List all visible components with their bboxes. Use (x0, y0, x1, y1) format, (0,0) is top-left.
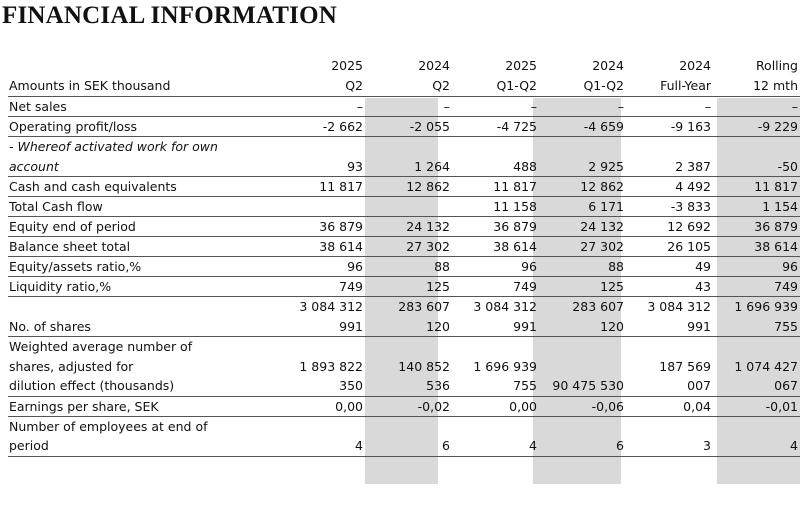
cell-value: 4 (452, 416, 539, 456)
cell-value (539, 337, 626, 397)
row-label: No. of shares (8, 297, 278, 337)
row-label-line: Weighted average number of (9, 339, 193, 354)
cell-value (365, 297, 452, 337)
row-label-line: account (9, 158, 59, 174)
cell-value: 38 614 (278, 237, 365, 257)
table-row (8, 97, 800, 117)
row-label-line: Number of employees at end of (9, 418, 208, 434)
cell-value (278, 297, 365, 337)
cell-value: 96 (278, 257, 365, 277)
cell-value: 24 132 (539, 217, 626, 237)
cell-value (452, 297, 539, 337)
cell-value: 88 (539, 257, 626, 277)
cell-value-line: 90 475 530 (552, 378, 624, 393)
table-row (8, 257, 800, 277)
cell-value: -2 662 (278, 117, 365, 137)
cell-value-line: 3 084 312 (299, 299, 363, 314)
row-label: Equity end of period (8, 217, 278, 237)
cell-value-line: 1 696 939 (473, 358, 537, 374)
table-row (8, 337, 800, 397)
header-row-periods (8, 76, 800, 97)
cell-value-line: 1 696 939 (734, 299, 798, 314)
cell-value: 93 (278, 137, 365, 177)
period-header: Q2 (278, 76, 365, 97)
cell-value: 6 171 (539, 197, 626, 217)
cell-value-line: 991 (687, 318, 711, 334)
cell-value: 11 158 (452, 197, 539, 217)
cell-value: -0,02 (365, 396, 452, 416)
cell-value: 27 302 (365, 237, 452, 257)
cell-value: -4 659 (539, 117, 626, 137)
cell-value: 12 862 (365, 177, 452, 197)
cell-value: 24 132 (365, 217, 452, 237)
cell-value-line: 007 (687, 378, 711, 393)
cell-value-line: 140 852 (398, 358, 450, 374)
cell-value: 36 879 (278, 217, 365, 237)
row-label-line: shares, adjusted for (9, 358, 134, 374)
period-header: Q2 (365, 76, 452, 97)
row-label-line: period (9, 438, 49, 453)
period-header: 12 mth (713, 76, 800, 97)
cell-value: 11 817 (278, 177, 365, 197)
cell-value (626, 337, 713, 397)
cell-value-line: 120 (600, 318, 624, 334)
cell-value: -50 (713, 137, 800, 177)
period-header: Q1-Q2 (452, 76, 539, 97)
row-label: Liquidity ratio,% (8, 277, 278, 297)
amounts-label: Amounts in SEK thousand (8, 76, 278, 97)
cell-value-line: 067 (774, 378, 798, 393)
row-label: Earnings per share, SEK (8, 396, 278, 416)
table-row (8, 416, 800, 456)
cell-value: 36 879 (452, 217, 539, 237)
cell-value (452, 337, 539, 397)
cell-value (713, 337, 800, 397)
cell-value: – (713, 97, 800, 117)
cell-value: 96 (452, 257, 539, 277)
cell-value-line: 1 893 822 (299, 358, 363, 374)
table-row (8, 117, 800, 137)
cell-value: 4 (278, 416, 365, 456)
cell-value-line: 1 074 427 (734, 358, 798, 374)
cell-value: 4 492 (626, 177, 713, 197)
cell-value-line: 187 569 (659, 358, 711, 374)
cell-value: 88 (365, 257, 452, 277)
period-header: Full-Year (626, 76, 713, 97)
cell-value: 36 879 (713, 217, 800, 237)
row-label: Operating profit/loss (8, 117, 278, 137)
year-header: 2024 (592, 58, 624, 73)
cell-value: 38 614 (713, 237, 800, 257)
table-row (8, 197, 800, 217)
cell-value: 26 105 (626, 237, 713, 257)
cell-value: 0,04 (626, 396, 713, 416)
cell-value: – (278, 97, 365, 117)
table-row (8, 137, 800, 177)
cell-value (365, 197, 452, 217)
cell-value (365, 337, 452, 397)
row-label: Equity/assets ratio,% (8, 257, 278, 277)
cell-value-line: 3 084 312 (647, 299, 711, 314)
cell-value: 12 692 (626, 217, 713, 237)
year-header: 2025 (505, 58, 537, 73)
cell-value-line: 755 (513, 378, 537, 393)
cell-value: 0,00 (278, 396, 365, 416)
cell-value: 3 (626, 416, 713, 456)
header-row-years (8, 55, 800, 76)
cell-value-line: 755 (774, 318, 798, 334)
cell-value-line: 991 (339, 318, 363, 334)
row-label: Cash and cash equivalents (8, 177, 278, 197)
row-label: Net sales (8, 97, 278, 117)
row-label (8, 137, 278, 177)
cell-value: – (452, 97, 539, 117)
cell-value: 43 (626, 277, 713, 297)
cell-value: -9 229 (713, 117, 800, 137)
table-row (8, 297, 800, 337)
cell-value: 49 (626, 257, 713, 277)
row-label-line: dilution effect (thousands) (9, 378, 175, 393)
year-header: 2024 (679, 58, 711, 73)
cell-value-line: 120 (426, 318, 450, 334)
cell-value-line: 991 (513, 318, 537, 334)
cell-value-line: 536 (426, 378, 450, 393)
cell-value: – (539, 97, 626, 117)
year-header: 2024 (418, 58, 450, 73)
cell-value (713, 297, 800, 337)
cell-value: -0,06 (539, 396, 626, 416)
cell-value: 11 817 (713, 177, 800, 197)
cell-value (278, 197, 365, 217)
cell-value: -4 725 (452, 117, 539, 137)
cell-value: – (365, 97, 452, 117)
cell-value: 1 154 (713, 197, 800, 217)
row-label: Balance sheet total (8, 237, 278, 257)
page-title: FINANCIAL INFORMATION (2, 2, 337, 29)
cell-value: -0,01 (713, 396, 800, 416)
cell-value: 125 (365, 277, 452, 297)
table-row (8, 396, 800, 416)
year-header: 2025 (331, 58, 363, 73)
cell-value: 0,00 (452, 396, 539, 416)
cell-value: -2 055 (365, 117, 452, 137)
cell-value-line: 283 607 (572, 299, 624, 314)
cell-value-line: 350 (339, 378, 363, 393)
cell-value (278, 337, 365, 397)
table-row (8, 277, 800, 297)
cell-value: 38 614 (452, 237, 539, 257)
row-label-line: - Whereof activated work for own (9, 139, 218, 154)
row-label: Total Cash flow (8, 197, 278, 217)
cell-value: 488 (452, 137, 539, 177)
cell-value: 2 387 (626, 137, 713, 177)
cell-value: 2 925 (539, 137, 626, 177)
cell-value (626, 297, 713, 337)
cell-value: 749 (452, 277, 539, 297)
period-header: Q1-Q2 (539, 76, 626, 97)
row-label (8, 337, 278, 397)
cell-value: 749 (278, 277, 365, 297)
cell-value: 749 (713, 277, 800, 297)
cell-value: -9 163 (626, 117, 713, 137)
cell-value: – (626, 97, 713, 117)
cell-value: 96 (713, 257, 800, 277)
table-row (8, 237, 800, 257)
cell-value-line: 3 084 312 (473, 299, 537, 314)
year-header: Rolling (755, 58, 798, 73)
cell-value: 125 (539, 277, 626, 297)
cell-value (539, 297, 626, 337)
cell-value-line: 283 607 (398, 299, 450, 314)
financial-table (8, 55, 800, 457)
cell-value: 1 264 (365, 137, 452, 177)
cell-value: 4 (713, 416, 800, 456)
table-row (8, 177, 800, 197)
cell-value: 12 862 (539, 177, 626, 197)
cell-value: 6 (365, 416, 452, 456)
cell-value: 6 (539, 416, 626, 456)
cell-value: -3 833 (626, 197, 713, 217)
table-row (8, 217, 800, 237)
cell-value: 27 302 (539, 237, 626, 257)
cell-value: 11 817 (452, 177, 539, 197)
row-label (8, 416, 278, 456)
